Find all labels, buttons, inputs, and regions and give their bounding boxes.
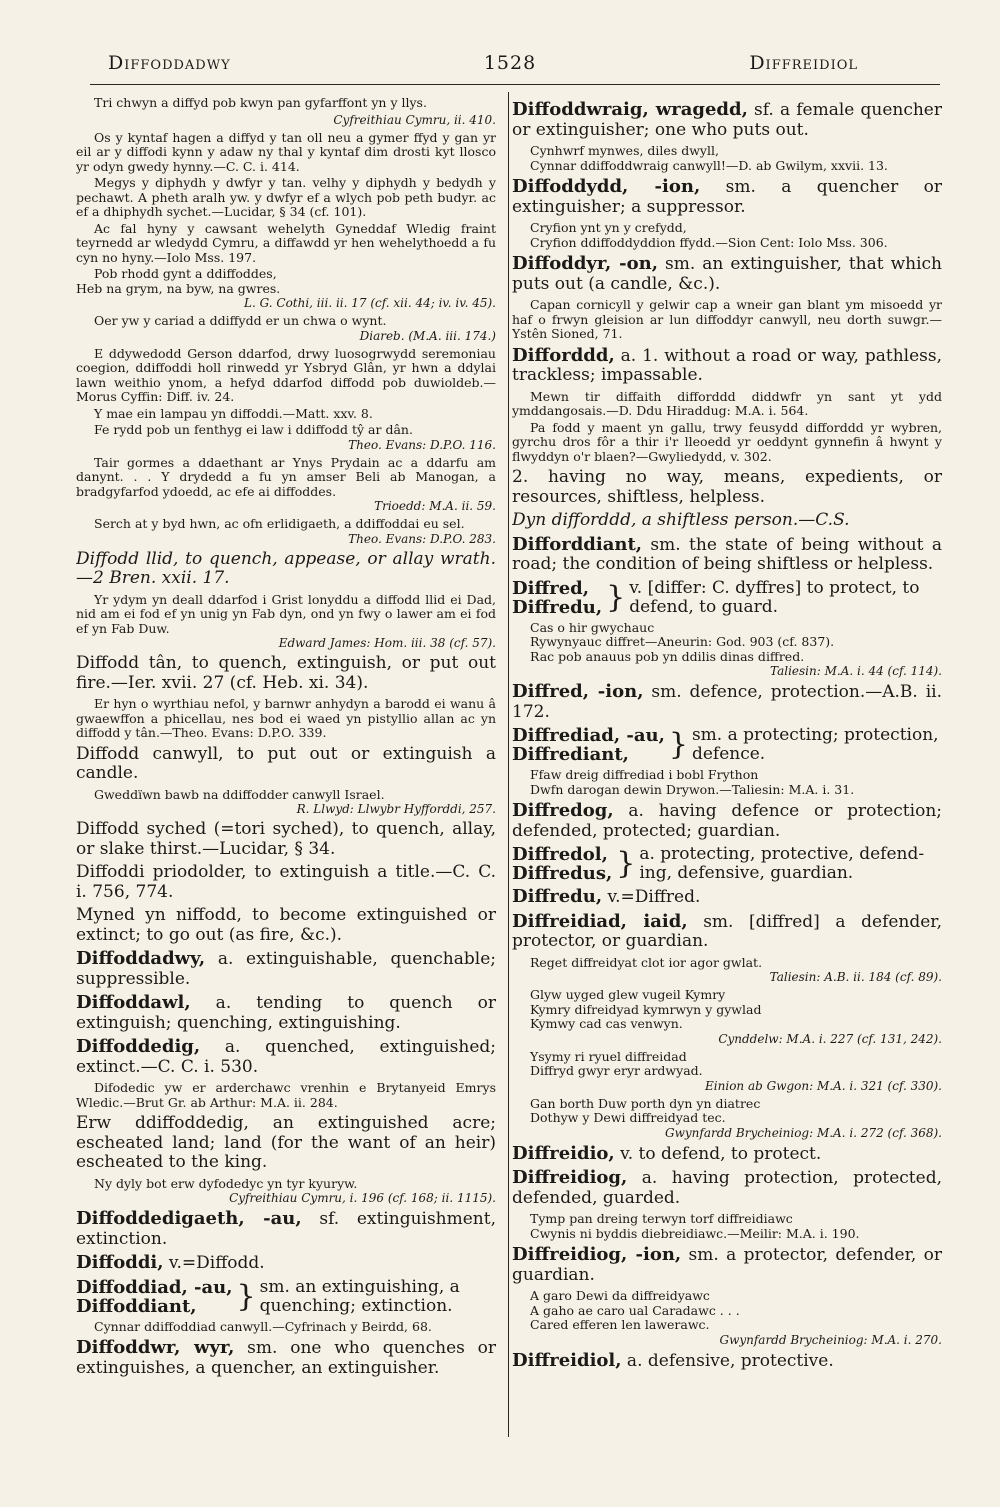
dictionary-entry	[512, 1144, 942, 1165]
citation: Taliesin: M.A. i. 44 (cf. 114).	[770, 664, 942, 678]
paired-headwords	[512, 579, 602, 617]
definition: defence.	[691, 744, 766, 764]
quotation: Reget diffreidyat clot ior agor gwlat.	[530, 954, 763, 970]
dictionary-entry	[512, 535, 942, 575]
quotation: Gweddïwn bawb na ddiffodder canwyll Israel.	[94, 786, 385, 802]
verse-line: Cynnar ddiffoddwraig canwyll!—D. ab Gwilym, xxvii. 13.	[530, 157, 888, 173]
verse-line: Ysymy ri ryuel diffreidad	[530, 1048, 687, 1064]
dictionary-entry	[512, 1168, 942, 1208]
definition: a. defensive, protective.	[621, 1350, 834, 1371]
brace-glyph: }	[606, 579, 626, 615]
paired-headwords	[76, 1278, 233, 1316]
definition: a. extinguishable, quenchable; suppressible.	[76, 949, 496, 989]
dictionary-entry	[512, 346, 942, 386]
phrase-entry: Diffodd llid, to quench, appease, or allay wrath.—2 Bren. xxii. 17.	[76, 548, 496, 588]
brace-glyph: }	[616, 846, 636, 881]
dictionary-entry	[512, 1245, 942, 1285]
citation: Theo. Evans: D.P.O. 116.	[348, 437, 496, 452]
definition: sm. a protector, defender, or guardian.	[512, 1245, 942, 1285]
paired-headwords	[512, 726, 665, 764]
paired-entry	[512, 726, 942, 764]
headword: Diffreidiad, iaid,	[512, 910, 688, 932]
headword: Diffredog,	[512, 800, 614, 821]
definition: a. having defence or protection; defended, protected; guardian.	[512, 801, 942, 841]
paired-entry	[76, 1278, 496, 1316]
quotation: Capan cornicyll y gelwir cap a wneir gan blant ym misoedd yr haf o frwyn gleision ar lun diffoddyr canwyll, neu dorth suwgr.—Ystên Sioned, 71.	[512, 297, 942, 341]
verse-line: Diffryd gwyr eryr ardwyad.	[530, 1063, 703, 1078]
header-last-word: Diffreidiol	[749, 52, 858, 74]
headword: Diffreidio,	[512, 1142, 615, 1164]
phrase-entry: Myned yn niffodd, to become extinguished or extinct; to go out (as fire, &c.).	[76, 905, 496, 945]
headword: Diffoddwr, wyr,	[76, 1337, 235, 1358]
verse-line: A garo Dewi da diffreidyawc	[530, 1288, 710, 1303]
quotation: Cynnar ddiffoddiad canwyll.—Cyfrinach y Beirdd, 68.	[94, 1318, 432, 1334]
paired-entry	[512, 845, 942, 883]
running-header	[80, 52, 940, 82]
page-number: 1528	[483, 52, 537, 74]
verse-line: Cwynis ni byddis diebreidiawc.—Meilir: M.A. i. 190.	[530, 1225, 860, 1241]
citation: Einion ab Gwgon: M.A. i. 321 (cf. 330).	[705, 1078, 942, 1093]
verse-line: Cynhwrf mynwes, diles dwyll,	[530, 143, 719, 158]
right-column	[512, 96, 942, 1375]
definition: ing, defensive, guardian.	[639, 863, 854, 883]
headword: Diffredus,	[512, 863, 613, 884]
quotation: Fe rydd pob un fenthyg ei law i ddiffodd tŷ ar dân.	[94, 422, 413, 437]
quotation: Ny dyly bot erw dyfodedyc yn tyr kyuryw.	[94, 1175, 358, 1191]
citation: Diareb. (M.A. iii. 174.)	[359, 328, 496, 343]
verse-line: Cryfion ddiffoddyddion ffydd.—Sion Cent: Iolo Mss. 306.	[530, 234, 888, 250]
column-divider	[508, 92, 509, 1437]
definition: sm. one who quenches or extinguishes, a quencher, an extinguisher.	[76, 1338, 496, 1378]
verse-line: Dwfn darogan dewin Drywon.—Taliesin: M.A. i. 31.	[530, 781, 855, 797]
quotation: Serch at y byd hwn, ac ofn erlidigaeth, a ddiffoddai eu sel.	[94, 516, 465, 531]
quotation: E ddywedodd Gerson ddarfod, drwy luosogrwydd seremoniau coegion, ddiffoddi holl rinwedd yr Ysbryd Glân, yr hwn a ddylai lawn weithio ynom, a hefyd ddarfod diffodd pob duwioldeb.—Morus Cyffin: Diff. iv. 24.	[76, 345, 496, 404]
citation: R. Llwyd: Llwybr Hyfforddi, 257.	[296, 802, 496, 816]
quotation: Tri chwyn a diffyd pob kwyn pan gyfarffont yn y llys.	[94, 96, 427, 110]
definition: sm. defence, protection.—A.B. ii. 172.	[512, 682, 942, 722]
headword: Diffoddiad, -au,	[76, 1276, 233, 1298]
dictionary-entry	[512, 100, 942, 140]
header-first-word: Diffoddadwy	[108, 52, 231, 74]
dictionary-entry	[76, 1253, 496, 1274]
definition: v. to defend, to protect.	[614, 1143, 822, 1164]
paired-entry	[512, 579, 942, 617]
definition: a. quenched, extinguished; extinct.—C. C. i. 530.	[76, 1037, 496, 1077]
verse-line: Cryfion ynt yn y crefydd,	[530, 220, 687, 235]
headword: Diffreidiog,	[512, 1167, 628, 1188]
phrase-entry: Dyn difforddd, a shiftless person.—C.S.	[512, 510, 850, 530]
verse-line: Heb na grym, na byw, na gwres.	[76, 280, 281, 296]
verse-line: Cas o hir gwychauc	[530, 619, 655, 635]
definition: a. tending to quench or extinguish; quenching, extinguishing.	[76, 993, 496, 1033]
verse-line: Pob rhodd gynt a ddiffoddes,	[94, 266, 277, 281]
dictionary-entry	[76, 1037, 496, 1077]
definition: sm. the state of being without a road; the condition of being shiftless or helpless.	[512, 534, 942, 574]
verse-line: Kymry difreidyad kymrwyn y gywlad	[530, 1001, 762, 1017]
quotation: Tair gormes a ddaethant ar Ynys Prydain ac a ddarfu am danynt. . . Y drydedd a fu yn amser Beli ab Manogan, a bradgyfarfod ydoedd, ac efe ai diffoddes.	[76, 454, 496, 499]
definition: a. 1. without a road or way, pathless, trackless; impassable.	[512, 345, 942, 385]
citation: Cyfreithiau Cymru, i. 196 (cf. 168; ii. 1115).	[229, 1191, 496, 1205]
definition: v.=Diffred.	[602, 887, 701, 907]
dictionary-entry	[512, 254, 942, 294]
verse-line: Rywynyauc diffret—Aneurin: God. 903 (cf. 837).	[530, 634, 835, 649]
dictionary-entry	[76, 1209, 496, 1249]
headword: Difforddd,	[512, 344, 615, 366]
definition: sm. a protecting; protection,	[691, 725, 939, 745]
quotation: Megys y diphydh y dwfyr y tan. velhy y diphydh y bedydh y pechawt. A pheth aralh yw. y dwfyr ef a wlych pob peth budyr. ac ef a dhiphydh sychet.—Lucidar, § 34 (cf. 101).	[76, 175, 496, 219]
dictionary-entry	[512, 887, 942, 908]
dictionary-entry	[512, 177, 942, 217]
definition: quenching; extinction.	[259, 1295, 453, 1316]
verse-line: Rac pob anauus pob yn ddilis dinas diffred.	[530, 648, 805, 664]
citation: Theo. Evans: D.P.O. 283.	[348, 531, 496, 546]
verse-line: Glyw uyged glew vugeil Kymry	[530, 987, 726, 1002]
headword: Diffred, -ion,	[512, 681, 644, 702]
paired-definition	[639, 845, 924, 883]
headword: Diffreidiol,	[512, 1349, 622, 1371]
definition: sf. a female quencher or extinguisher; one who puts out.	[512, 100, 942, 140]
definition: sm. an extinguishing, a	[259, 1276, 460, 1297]
headword: Diffredu,	[512, 596, 603, 618]
definition: sm. [diffred] a defender, protector, or guardian.	[512, 911, 942, 951]
quotation: Y mae ein lampau yn diffoddi.—Matt. xxv. 8.	[94, 405, 373, 421]
headword: Diffredol,	[512, 844, 608, 865]
headword: Diffoddedigaeth, -au,	[76, 1208, 302, 1229]
phrase-entry: Diffodd canwyll, to put out or extinguish a candle.	[76, 743, 496, 783]
verse-line: Dothyw y Dewi diffreidyad tec.	[530, 1110, 726, 1125]
headword: Diffoddyr, -on,	[512, 253, 658, 274]
dictionary-entry	[76, 1338, 496, 1378]
dictionary-entry	[512, 682, 942, 722]
dictionary-entry	[512, 1351, 942, 1372]
phrase-entry: Erw ddiffoddedig, an extinguished acre; escheated land; land (for the want of an heir) escheated to the king.	[76, 1113, 496, 1172]
definition: sf. extinguishment, extinction.	[76, 1209, 496, 1249]
brace-glyph: }	[236, 1278, 256, 1314]
definition: a. protecting, protective, defend-	[639, 844, 925, 864]
citation: L. G. Cothi, iii. ii. 17 (cf. xii. 44; iv. iv. 45).	[244, 296, 496, 310]
verse-line: Kymwy cad cas venwyn.	[530, 1016, 683, 1031]
sense-entry: 2. having no way, means, expedients, or resources, shiftless, helpless.	[512, 467, 942, 507]
headword: Diffreidiog, -ion,	[512, 1244, 682, 1265]
headword: Diffoddi,	[76, 1252, 164, 1273]
definition: sm. an extinguisher, that which puts out (a candle, &c.).	[512, 254, 942, 294]
brace-glyph: }	[668, 727, 688, 762]
phrase-entry: Diffoddi priodolder, to extinguish a title.—C. C. i. 756, 774.	[76, 862, 496, 902]
citation: Cynddelw: M.A. i. 227 (cf. 131, 242).	[718, 1031, 942, 1046]
citation: Edward James: Hom. iii. 38 (cf. 57).	[278, 636, 496, 650]
headword: Difforddiant,	[512, 533, 643, 555]
paired-definition	[260, 1278, 460, 1316]
headword: Diffrediad, -au,	[512, 725, 665, 746]
headword: Diffred,	[512, 577, 590, 599]
left-column	[76, 96, 496, 1382]
headword: Diffoddydd, -ion,	[512, 176, 701, 197]
quotation: Os y kyntaf hagen a diffyd y tan oll neu a gymer ffyd y gan yr eil ar y diffodi kynn y adaw ny thal y kyntaf dim drosti kyt llosco yr odyn gwedy hynny.—C. C. i. 414.	[76, 129, 496, 174]
quotation: Pa fodd y maent yn gallu, trwy feusydd difforddd yr wybren, gyrchu dros fôr a thir i'r lleoedd yr oeddynt gynnefin â hwynt y flwyddyn o'r blaen?—Gwyliedydd, v. 302.	[512, 419, 942, 464]
verse-line: Tymp pan dreing terwyn torf diffreidiawc	[530, 1211, 793, 1226]
phrase-entry: Diffodd syched (=tori syched), to quench, allay, or slake thirst.—Lucidar, § 34.	[76, 819, 496, 859]
dictionary-entry	[512, 912, 942, 952]
verse-line: Gan borth Duw porth dyn yn diatrec	[530, 1095, 761, 1111]
quotation: Oer yw y cariad a ddiffydd er un chwa o wynt.	[94, 313, 387, 328]
paired-definition	[629, 579, 919, 617]
quotation: Mewn tir diffaith difforddd diddwfr yn sant yt ydd ymddangosais.—D. Ddu Hiraddug: M.A. i. 564.	[512, 388, 942, 418]
paired-headwords	[512, 845, 612, 883]
headword: Diffrediant,	[512, 744, 629, 765]
dictionary-entry	[76, 949, 496, 989]
citation: Taliesin: A.B. ii. 184 (cf. 89).	[769, 970, 942, 984]
verse-line: A gaho ae caro ual Caradawc . . .	[530, 1302, 740, 1318]
phrase-entry: Diffodd tân, to quench, extinguish, or put out fire.—Ier. xvii. 27 (cf. Heb. xi. 34).	[76, 653, 496, 693]
definition: defend, to guard.	[629, 596, 778, 617]
headword: Diffredu,	[512, 886, 603, 907]
headword: Diffoddawl,	[76, 992, 191, 1013]
quotation: Er hyn o wyrthiau nefol, y barnwr anhydyn a barodd ei wanu â gwaewffon a phicellau, nes bod ei waed yn pistyllio allan ac yn diffodd y tân.—Theo. Evans: D.P.O. 339.	[76, 696, 496, 740]
headword: Diffoddwraig, wragedd,	[512, 99, 748, 120]
headword: Diffoddiant,	[76, 1295, 197, 1317]
quotation: Ac fal hyny y cawsant wehelyth Gyneddaf Wledig fraint teyrnedd ar wledydd Cymru, a diffawdd yr hen wehelythoedd a fu cyn no hyny.—Iolo Mss. 197.	[76, 220, 496, 265]
definition: a. having protection, protected, defended, guarded.	[512, 1168, 942, 1208]
citation: Trioedd: M.A. ii. 59.	[374, 499, 496, 513]
quotation: Yr ydym yn deall ddarfod i Grist lonyddu a diffodd llid ei Dad, nid am ei fod ef yn unig yn Fab dyn, ond yn fwy o lawer am ei fod ef yn Fab Duw.	[76, 591, 496, 636]
headword: Diffoddedig,	[76, 1036, 201, 1057]
citation: Gwynfardd Brycheiniog: M.A. i. 270.	[719, 1332, 942, 1347]
definition: sm. a quencher or extinguisher; a suppressor.	[512, 177, 942, 217]
paired-definition	[692, 726, 939, 764]
verse-line: Ffaw dreig diffrediad i bobl Frython	[530, 767, 759, 782]
dictionary-entry	[512, 801, 942, 841]
definition: v. [differ: C. dyffres] to protect, to	[629, 577, 920, 598]
header-rule	[90, 84, 940, 85]
definition: v.=Diffodd.	[163, 1253, 265, 1273]
verse-line: Cared efferen len lawerawc.	[530, 1317, 710, 1332]
citation: Cyfreithiau Cymru, ii. 410.	[333, 112, 496, 127]
quotation: Difodedic yw er arderchawc vrenhin e Brytanyeid Emrys Wledic.—Brut Gr. ab Arthur: M.A. ii. 284.	[76, 1080, 496, 1110]
headword: Diffoddadwy,	[76, 948, 206, 969]
citation: Gwynfardd Brycheiniog: M.A. i. 272 (cf. 368).	[665, 1125, 942, 1140]
dictionary-entry	[76, 993, 496, 1033]
